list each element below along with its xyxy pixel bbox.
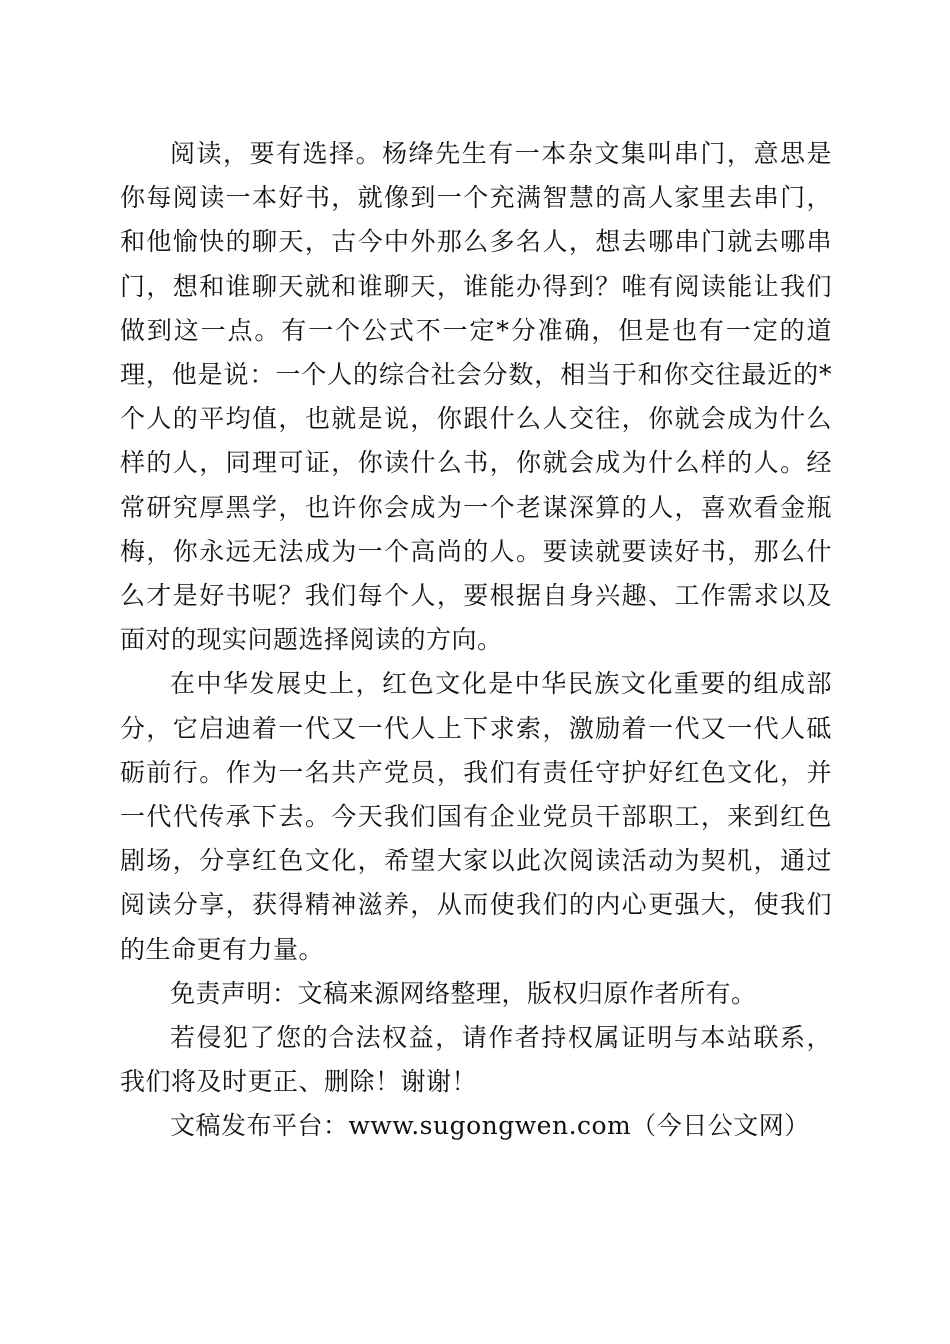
infringement-notice: 若侵犯了您的合法权益，请作者持权属证明与本站联系，我们将及时更正、删除！谢谢！ xyxy=(120,1023,832,1097)
paragraph-red-culture: 在中华发展史上，红色文化是中华民族文化重要的组成部分，它启迪着一代又一代人上下求索，激励着一代又一代人砥砺前行。作为一名共产党员，我们有责任守护好红色文化，并一代代传承下去。今天我们国有企业党员干部职工，来到红色剧场，分享红色文化，希望大家以此次阅读活动为契机，通过阅读分享，获得精神滋养，从而使我们的内心更强大，使我们的生命更有力量。 xyxy=(120,669,832,964)
paragraph-reading-choice: 阅读，要有选择。杨绛先生有一本杂文集叫串门，意思是你每阅读一本好书，就像到一个充满智慧的高人家里去串门，和他愉快的聊天，古今中外那么多名人，想去哪串门就去哪串门，想和谁聊天就和谁聊天，谁能办得到？唯有阅读能让我们做到这一点。有一个公式不一定*分准确，但是也有一定的道理，他是说：一个人的综合社会分数，相当于和你交往最近的*个人的平均值，也就是说，你跟什么人交往，你就会成为什么样的人，同理可证，你读什么书，你就会成为什么样的人。经常研究厚黑学，也许你会成为一个老谋深算的人，喜欢看金瓶梅，你永远无法成为一个高尚的人。要读就要读好书，那么什么才是好书呢？我们每个人，要根据自身兴趣、工作需求以及面对的现实问题选择阅读的方向。 xyxy=(120,139,832,655)
publishing-platform: 文稿发布平台：www.sugongwen.com（今日公文网） xyxy=(170,1111,810,1141)
disclaimer-text: 免责声明：文稿来源网络整理，版权归原作者所有。 xyxy=(170,978,757,1008)
document-body xyxy=(120,132,832,1149)
